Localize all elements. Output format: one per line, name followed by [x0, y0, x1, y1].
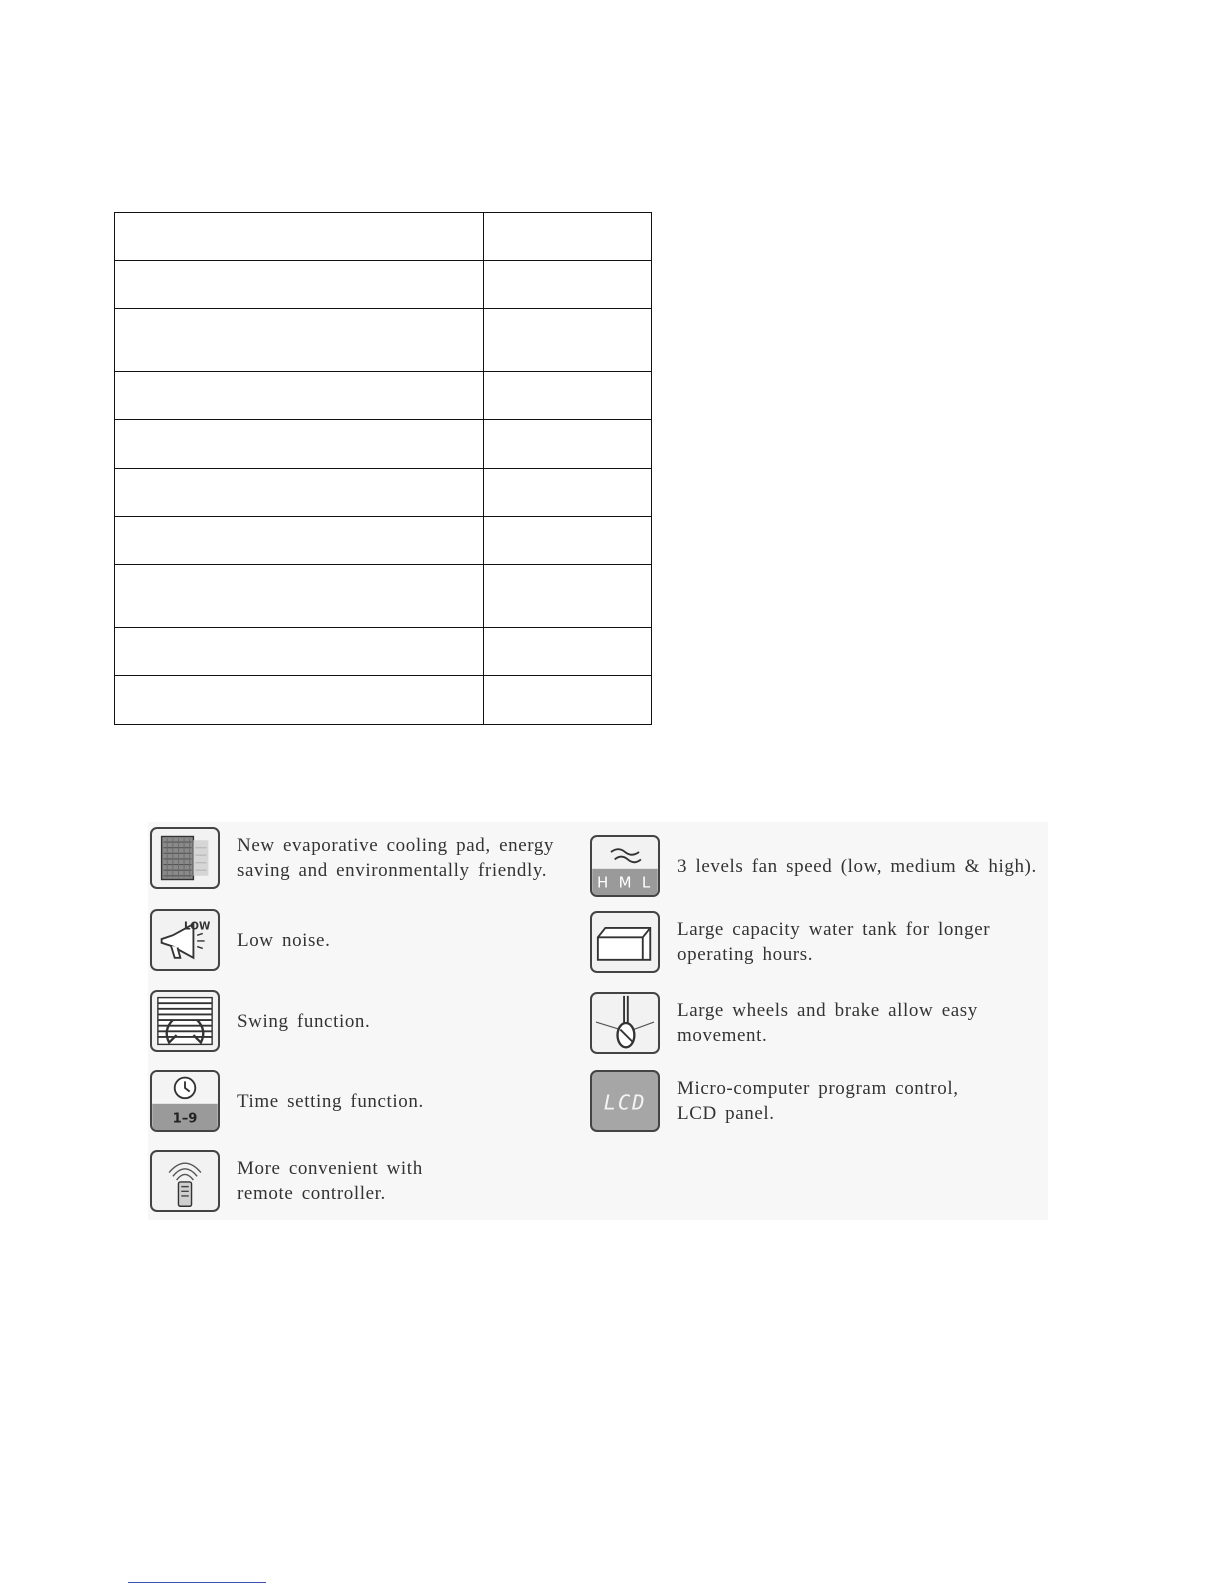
icon-label: H M L — [596, 873, 654, 892]
icon-label: LOW — [184, 920, 211, 933]
table-cell — [115, 309, 484, 372]
icon-label: 1–9 — [172, 1111, 198, 1127]
table-cell — [115, 372, 484, 420]
table-cell — [484, 676, 652, 725]
feature-text: 3 levels fan speed (low, medium & high). — [677, 855, 1037, 877]
feature-text: Micro-computer program control, LCD panel. — [677, 1078, 959, 1124]
table-cell — [484, 517, 652, 565]
table-row — [115, 469, 652, 517]
feature-text: More convenient with remote controller. — [237, 1158, 423, 1204]
feature-text: Swing function. — [237, 1010, 371, 1032]
table-cell — [484, 469, 652, 517]
table-cell — [484, 372, 652, 420]
feature-item-water-tank — [590, 911, 990, 973]
table-cell — [115, 565, 484, 628]
table-row — [115, 420, 652, 469]
timer-icon — [150, 1070, 220, 1132]
swing-icon — [150, 990, 220, 1052]
feature-item-swing — [150, 990, 370, 1052]
feature-item-remote — [150, 1150, 423, 1212]
feature-item-low-noise — [150, 909, 330, 971]
table-cell — [484, 565, 652, 628]
cooling-pad-icon — [150, 827, 220, 889]
low-noise-icon — [150, 909, 220, 971]
lcd-icon — [590, 1070, 660, 1132]
table-cell — [115, 261, 484, 309]
table-cell — [115, 628, 484, 676]
feature-item-timer — [150, 1070, 424, 1132]
feature-item-lcd — [590, 1070, 959, 1132]
table-cell — [484, 309, 652, 372]
feature-text: Large capacity water tank for longer operating hours. — [677, 919, 991, 965]
features-panel — [148, 822, 1048, 1220]
icon-label: LCD — [603, 1090, 647, 1115]
footnote-rule — [128, 1582, 266, 1583]
table-row — [115, 309, 652, 372]
table-row — [115, 676, 652, 725]
table-cell — [484, 420, 652, 469]
table-cell — [484, 261, 652, 309]
feature-text: Low noise. — [237, 929, 331, 951]
water-tank-icon — [590, 911, 660, 973]
feature-item-wheels — [590, 992, 978, 1054]
feature-item-fan-speed — [590, 835, 1037, 897]
table-row — [115, 213, 652, 261]
feature-text: Time setting function. — [237, 1090, 424, 1112]
table-row — [115, 261, 652, 309]
table-cell — [115, 420, 484, 469]
table-cell — [484, 628, 652, 676]
specification-table — [114, 212, 652, 725]
table-cell — [115, 517, 484, 565]
feature-text: Large wheels and brake allow easy movement. — [677, 1000, 978, 1046]
remote-control-icon — [150, 1150, 220, 1212]
feature-text: New evaporative cooling pad, energy saving and environmentally friendly. — [237, 835, 555, 881]
wheels-icon — [590, 992, 660, 1054]
table-row — [115, 372, 652, 420]
table-cell — [115, 213, 484, 261]
table-row — [115, 565, 652, 628]
feature-item-cooling-pad — [150, 827, 554, 889]
table-cell — [115, 676, 484, 725]
table-cell — [115, 469, 484, 517]
fan-speed-icon — [590, 835, 660, 897]
table-cell — [484, 213, 652, 261]
table-row — [115, 517, 652, 565]
table-row — [115, 628, 652, 676]
